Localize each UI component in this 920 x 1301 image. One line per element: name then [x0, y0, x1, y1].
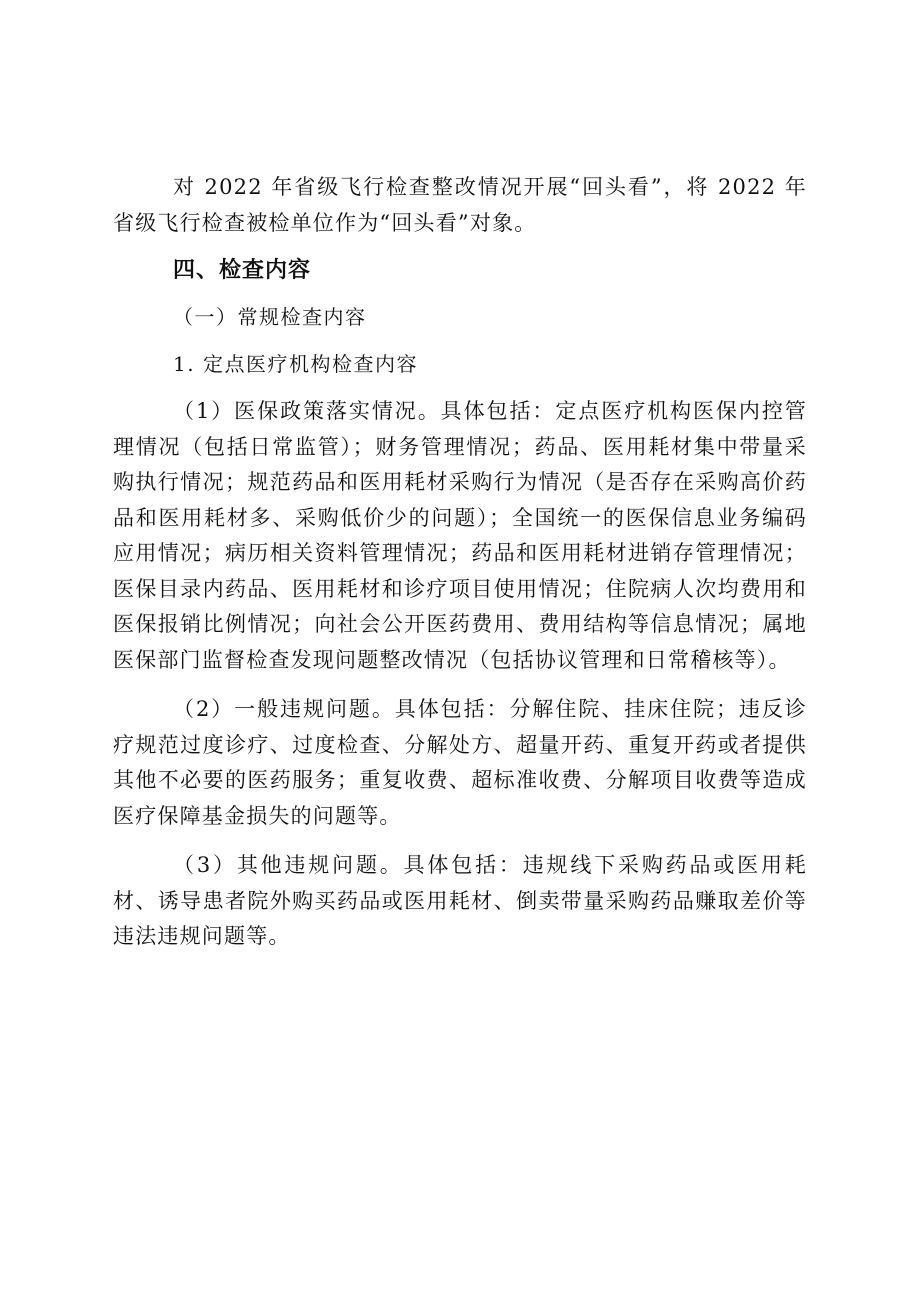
subsection-heading: （一）常规检查内容 — [173, 305, 367, 329]
intro-paragraph: 对 2022 年省级飞行检查整改情况开展“回头看”，将 2022 年省级飞行检查被检单位作为“回头看”对象。 — [113, 175, 807, 235]
paragraph-other-violations: （3）其他违规问题。具体包括：违规线下采购药品或医用耗材、诱导患者院外购买药品或医用耗材、倒卖带量采购药品赚取差价等违法违规问题等。 — [113, 853, 807, 948]
section-heading: 四、检查内容 — [173, 258, 312, 283]
spacer — [113, 288, 807, 300]
spacer — [113, 241, 807, 253]
paragraph-general-violations: （2）一般违规问题。具体包括：分解住院、挂床住院；违反诊疗规范过度诊疗、过度检查、分解处方、超量开药、重复开药或者提供其他不必要的医药服务；重复收费、超标准收费、分解项目收费等造成医疗保障基金损失的问题等。 — [113, 697, 807, 828]
document-body — [113, 170, 807, 955]
spacer — [113, 335, 807, 347]
item-heading: 1. 定点医疗机构检查内容 — [173, 352, 418, 376]
spacer — [113, 834, 807, 848]
spacer — [113, 678, 807, 692]
spacer — [113, 382, 807, 394]
paragraph-policy-implementation: （1）医保政策落实情况。具体包括：定点医疗机构医保内控管理情况（包括日常监管）；财务管理情况；药品、医用耗材集中带量采购执行情况；规范药品和医用耗材采购行为情况（是否存在采购高价药品和医用耗材多、采购低价少的问题）；全国统一的医保信息业务编码应用情况；病历相关资料管理情况；药品和医用耗材进销存管理情况；医保目录内药品、医用耗材和诊疗项目使用情况；住院病人次均费用和医保报销比例情况；向社会公开医药费用、费用结构等信息情况；属地医保部门监督检查发现问题整改情况（包括协议管理和日常稽核等）。 — [113, 399, 807, 672]
